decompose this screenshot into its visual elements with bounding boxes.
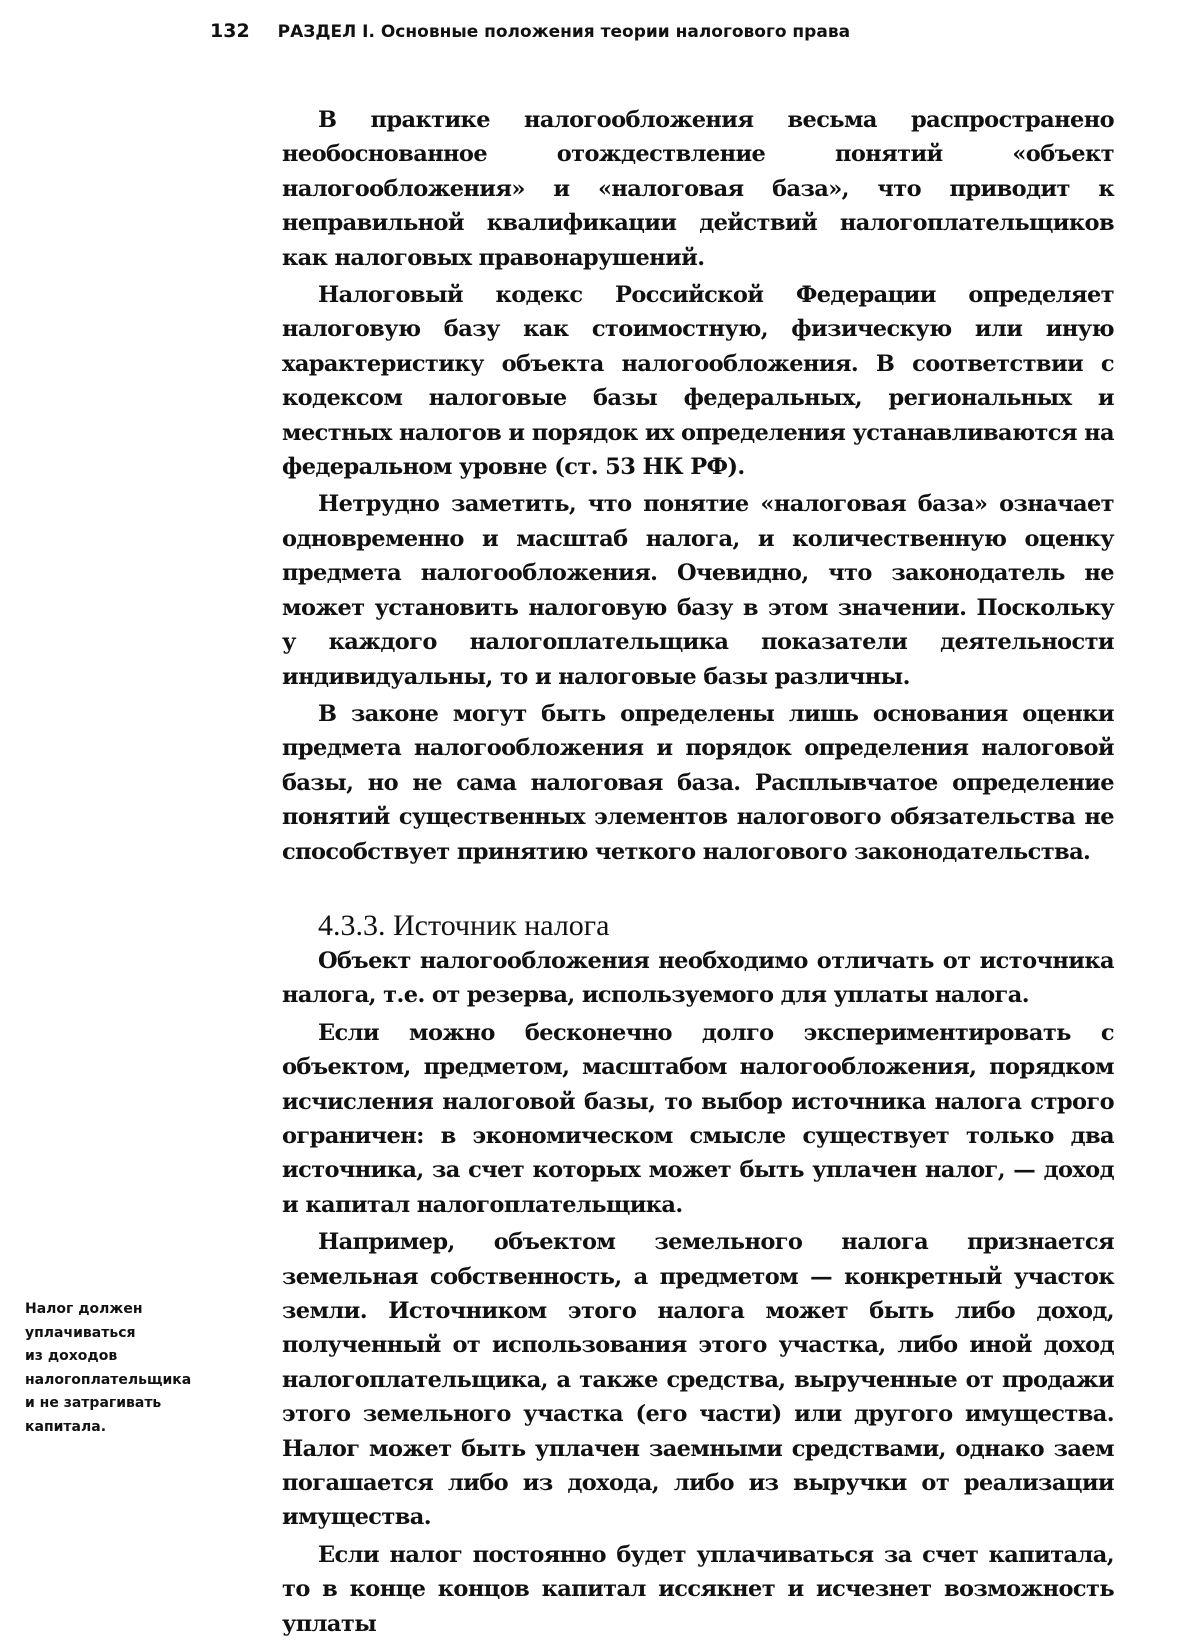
section-title: 4.3.3. Источник налога	[318, 908, 610, 942]
paragraph: Нетрудно заметить, что понятие «налоговая база» означает одновременно и масштаб налога, и количественную оценку предмета налогообложения. Очевидно, что законодатель не может установить налоговую базу в этом значении. Поскольку у каждого налогоплательщика показатели деятельности индивидуальны, то и налоговые базы различны.	[282, 491, 1114, 690]
page-number: 132	[210, 20, 250, 42]
paragraph: В законе могут быть определены лишь основания оценки предмета налогообложения и порядок определения налоговой базы, но не сама налоговая база. Расплывчатое определение понятий существенных элементов налогового обязательства не способствует принятию четкого налогового законодательства.	[282, 700, 1114, 865]
paragraph: Если налог постоянно будет уплачиваться за счет капитала, то в конце концов капитал иссякнет и исчезнет возможность уплаты	[282, 1541, 1114, 1637]
margin-note-line: уплачиваться	[25, 1324, 136, 1341]
margin-note-line: капитала.	[25, 1418, 107, 1435]
paragraph: Налоговый кодекс Российской Федерации определяет налоговую базу как стоимостную, физическую или иную характеристику объекта налогообложения. В соответствии с кодексом налоговые базы федеральных, региональных и местных налогов и порядок их определения устанавливаются на федеральном уровне (ст. 53 НК РФ).	[282, 282, 1114, 481]
main-text	[282, 103, 1114, 1644]
paragraph: В практике налогообложения весьма распространено необоснованное отождествление понятий «объект налогообложения» и «налоговая база», что приводит к неправильной квалификации действий налогоплательщиков как налоговых правонарушений.	[282, 107, 1114, 271]
margin-note-line: из доходов	[25, 1348, 118, 1364]
margin-note-line: и не затрагивать	[25, 1395, 162, 1411]
running-title: РАЗДЕЛ I. Основные положения теории налогового права	[277, 22, 851, 42]
margin-note-line: Налог должен	[25, 1301, 143, 1317]
paragraph: Если можно бесконечно долго экспериментировать с объектом, предметом, масштабом налогообложения, порядком исчисления налоговой базы, то выбор источника налога строго ограничен: в экономическом смысле существует только два источника, за счет которых может быть уплачен налог, — доход и капитал налогоплательщика.	[282, 1019, 1114, 1218]
margin-note-line: налогоплательщика	[25, 1371, 192, 1388]
paragraph: Объект налогообложения необходимо отличать от источника налога, т.е. от резерва, используемого для уплаты налога.	[282, 947, 1114, 1009]
margin-note	[25, 1298, 225, 1439]
paragraph: Например, объектом земельного налога признается земельная собственность, а предметом — конкретный участок земли. Источником этого налога может быть либо доход, полученный от использования этого участка, либо иной доход налогоплательщика, а также средства, вырученные от продажи этого земельного участка (его части) или другого имущества. Налог может быть уплачен заемными средствами, однако заем погашается либо из дохода, либо из выручки от реализации имущества.	[282, 1229, 1114, 1531]
running-header	[210, 20, 850, 50]
